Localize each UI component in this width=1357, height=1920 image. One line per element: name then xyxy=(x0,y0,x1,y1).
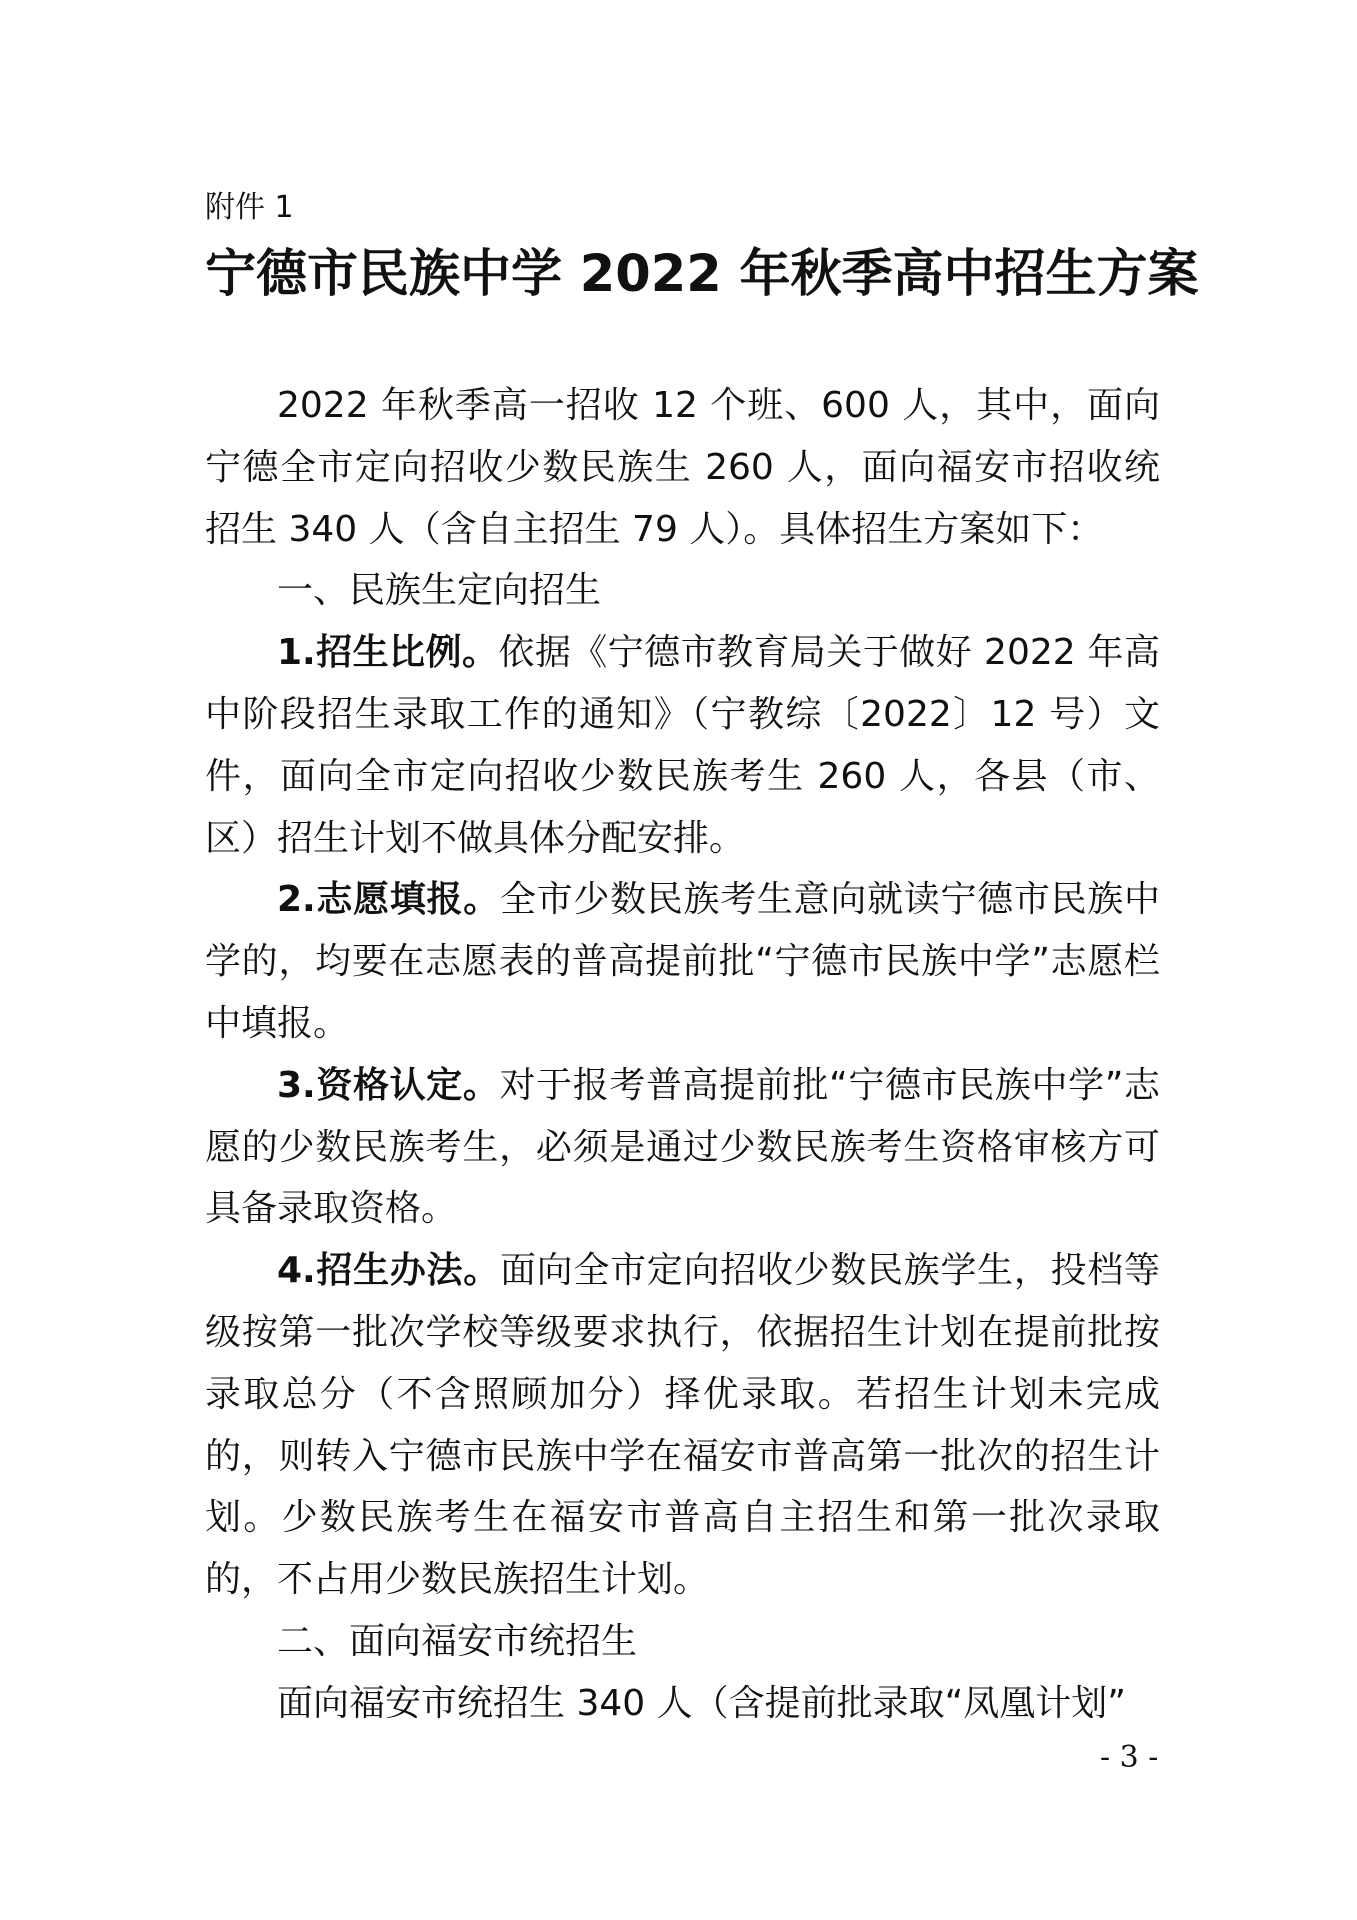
item-qualification xyxy=(205,1055,1160,1240)
document-body xyxy=(205,375,1160,1735)
item-application-filing xyxy=(205,869,1160,1054)
item-heading: 2.志愿填报。 xyxy=(277,879,500,921)
item-enrollment-ratio xyxy=(205,622,1160,869)
section-heading-ethnic-enrollment xyxy=(205,560,1160,622)
page-number: - 3 - xyxy=(1100,1740,1159,1775)
intro-paragraph-text: 2022 年秋季高一招收 12 个班、600 人，其中，面向宁德全市定向招收少数民族生 260 人，面向福安市招收统招生 340 人（含自主招生 79 人）。具体招生方案如下： xyxy=(205,385,1160,550)
section-heading-text: 二、面向福安市统招生 xyxy=(277,1620,638,1662)
item-heading: 3.资格认定。 xyxy=(277,1064,500,1106)
paragraph-text: 面向福安市统招生 340 人（含提前批录取“凤凰计划” xyxy=(277,1682,1126,1724)
fuan-enrollment-paragraph xyxy=(205,1673,1160,1735)
item-heading: 1.招生比例。 xyxy=(277,632,499,674)
item-heading: 4.招生办法。 xyxy=(277,1250,500,1292)
item-text: 依据《宁德市教育局关于做好 2022 年高中阶段招生录取工作的通知》（宁教综〔2022〕12 号）文件，面向全市定向招收少数民族考生 260 人，各县（市、区）招生计划不做具体分配安排。 xyxy=(205,632,1160,859)
document-title: 宁德市民族中学 2022 年秋季高中招生方案 xyxy=(205,245,1199,304)
item-text: 面向全市定向招收少数民族学生，投档等级按第一批次学校等级要求执行，依据招生计划在提前批按录取总分（不含照顾加分）择优录取。若招生计划未完成的，则转入宁德市民族中学在福安市普高第一批次的招生计划。少数民族考生在福安市普高自主招生和第一批次录取的，不占用少数民族招生计划。 xyxy=(205,1250,1160,1601)
item-text: 全市少数民族考生意向就读宁德市民族中学的，均要在志愿表的普高提前批“宁德市民族中学”志愿栏中填报。 xyxy=(205,879,1160,1044)
section-heading-fuan-enrollment xyxy=(205,1611,1160,1673)
intro-paragraph xyxy=(205,375,1160,560)
attachment-label: 附件 1 xyxy=(205,190,294,225)
section-heading-text: 一、民族生定向招生 xyxy=(277,570,602,612)
item-enrollment-method xyxy=(205,1240,1160,1611)
item-text: 对于报考普高提前批“宁德市民族中学”志愿的少数民族考生，必须是通过少数民族考生资格审核方可具备录取资格。 xyxy=(205,1064,1160,1230)
